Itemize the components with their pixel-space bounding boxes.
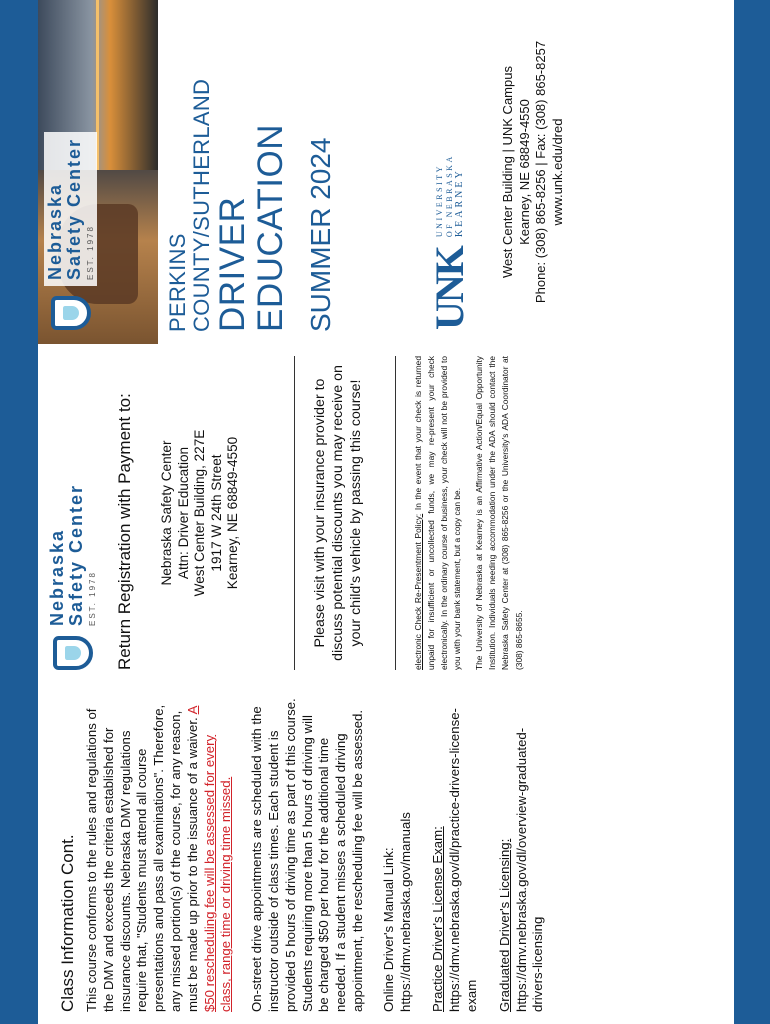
return-heading: Return Registration with Payment to: [115, 393, 134, 670]
attendance-text: This course conforms to the rules and regulations of the DMV and exceeds the criteria established for insurance discounts. Nebraska DMV regulations require that, "Students must attend all course presentations and pass all examinations". Therefore, any missed portion(s) of the course, for any reason, must be made up prior to the issuance of a waiver. [84, 704, 200, 1012]
graduated-licensing-link-url[interactable]: https://dmv.nebraska.gov/dl/overview-graduated-drivers-licensing [513, 727, 546, 1012]
address-line: Nebraska Safety Center [159, 440, 174, 586]
address-line: Kearney, NE 68849-4550 [225, 436, 240, 590]
check-policy-text: In the event that your check is returned unpaid for insufficient or uncollected funds, we may re-present your check electronically. In the ordinary course of business, your check will not be provided to you with your bank statement, but a copy can be. [412, 356, 463, 670]
cover-title [166, 12, 336, 332]
unk-line: OF NEBRASKA [444, 154, 454, 238]
logo-name-line2: Safety Center [66, 483, 86, 626]
graduated-licensing-link-block [497, 698, 547, 1012]
practice-exam-link-label: Practice Driver's License Exam: [430, 826, 446, 1012]
program-title: DRIVER EDUCATION [213, 123, 290, 332]
logo-name-line1: Nebraska [45, 182, 65, 280]
address-line: West Center Building, 227E [192, 429, 207, 597]
equal-opportunity-statement: The University of Nebraska at Kearney is an Affirmative Action/Equal Opportunity Institution. Individuals needing accommodation under the ADA should contact the Nebraska Safety Center at (308) 865-8256 or the University's ADA Coordinator at (308) 865-8655. [473, 356, 524, 670]
shield-icon [53, 636, 93, 670]
logo-name-line2: Safety Center [64, 137, 84, 280]
divider [294, 356, 295, 670]
logo-est: EST. 1978 [86, 225, 95, 280]
rescheduling-fee-notice: A $50 rescheduling fee will be assessed for every class, range time or driving time missed. [184, 705, 234, 1012]
insurance-note: Please visit with your insurance provider to discuss potential discounts you may receive on your child's vehicle by passing this course! [311, 365, 364, 661]
manual-link-url[interactable]: https://dmv.nebraska.gov/manuals [397, 812, 413, 1012]
unk-mark: UNK [427, 247, 472, 330]
practice-exam-link-url[interactable]: https://dmv.nebraska.gov/dl/practice-drivers-license-exam [447, 708, 479, 1012]
graduated-licensing-link-label: Graduated Driver's Licensing: [496, 838, 512, 1012]
return-registration-panel [38, 344, 732, 684]
season-title: SUMMER 2024 [305, 137, 336, 332]
logo-est: EST. 1978 [88, 571, 97, 626]
website-link[interactable]: www.unk.edu/dred [549, 118, 565, 226]
attendance-paragraph [84, 698, 235, 1012]
divider [395, 356, 396, 670]
campus-line: Phone: (308) 865-8256 | Fax: (308) 865-8257 [533, 40, 548, 304]
class-info-panel [38, 684, 732, 1024]
practice-exam-link-block [430, 698, 480, 1012]
left-border-bar [0, 0, 38, 1024]
mailing-address [159, 356, 242, 670]
check-policy [412, 356, 465, 670]
campus-line: West Center Building | UNK Campus [500, 66, 515, 278]
address-line: Attn: Driver Education [175, 446, 191, 580]
safety-center-logo [48, 356, 97, 670]
address-line: 1917 W 24th Street [208, 454, 224, 572]
cover-photo [38, 0, 158, 344]
drive-appointments-paragraph: On-street drive appointments are scheduled with the instructor outside of class times. Each student is provided 5 hours of driving time as part of this course. Students requiring more than 5 hours of driving will be charged $50 per hour for the additional time needed. If a student misses a scheduled driving appointment, the rescheduling fee will be assessed. [249, 698, 365, 1012]
campus-line: Kearney, NE 68849-4550 [516, 99, 532, 245]
cover-panel [38, 0, 732, 344]
logo-name-line1: Nebraska [47, 528, 67, 626]
right-border-bar [734, 0, 770, 1024]
class-info-heading: Class Information Cont. [58, 834, 77, 1012]
manual-link-block [381, 698, 415, 1012]
shield-icon [51, 296, 91, 330]
unk-line: KEARNEY [453, 168, 465, 238]
unk-line: UNIVERSITY [434, 164, 444, 238]
county-title: PERKINS COUNTY/SUTHERLAND [165, 78, 214, 332]
campus-contact [500, 10, 566, 334]
cover-safety-center-logo [44, 132, 97, 330]
manual-link-label: Online Driver's Manual Link: [380, 847, 396, 1012]
brochure-canvas [38, 0, 732, 1024]
unk-logo [426, 154, 473, 330]
check-policy-label: electronic Check Re-Presentment Policy: [412, 513, 423, 670]
